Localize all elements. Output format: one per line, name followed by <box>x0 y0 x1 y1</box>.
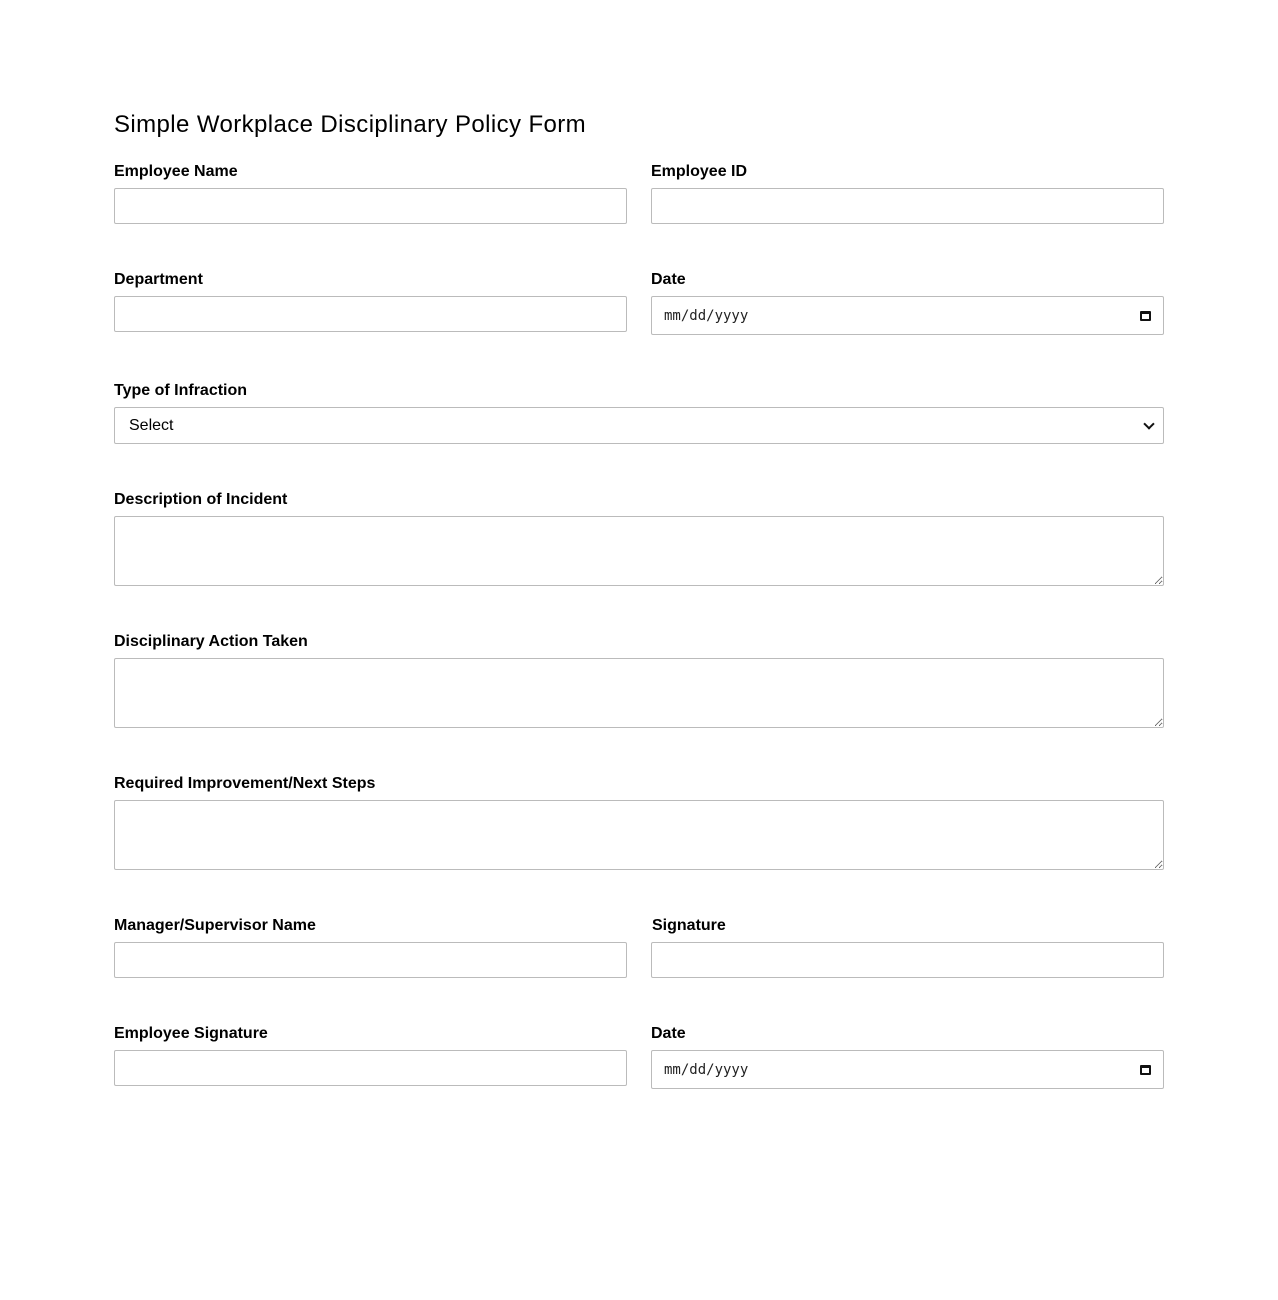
date-input[interactable] <box>651 296 1164 335</box>
signature-input[interactable] <box>651 942 1164 978</box>
improvement-textarea[interactable] <box>114 800 1164 870</box>
employee-id-input[interactable] <box>651 188 1164 224</box>
action-textarea[interactable] <box>114 658 1164 728</box>
department-label: Department <box>114 271 203 288</box>
employee-name-input[interactable] <box>114 188 627 224</box>
chevron-down-icon <box>1143 418 1154 429</box>
improvement-label: Required Improvement/Next Steps <box>114 775 376 792</box>
action-label: Disciplinary Action Taken <box>114 633 308 650</box>
description-textarea[interactable] <box>114 516 1164 586</box>
infraction-selected-value: Select <box>129 416 174 434</box>
calendar-icon[interactable] <box>1140 311 1151 321</box>
page-title: Simple Workplace Disciplinary Policy Form <box>114 111 587 138</box>
employee-name-label: Employee Name <box>114 163 238 180</box>
manager-input[interactable] <box>114 942 627 978</box>
signature-label: Signature <box>652 917 726 934</box>
date2-input[interactable] <box>651 1050 1164 1089</box>
description-label: Description of Incident <box>114 491 288 508</box>
date2-placeholder: mm/dd/yyyy <box>664 1061 749 1078</box>
infraction-select[interactable] <box>114 407 1164 444</box>
employee-signature-input[interactable] <box>114 1050 627 1086</box>
employee-id-label: Employee ID <box>651 163 748 180</box>
department-input[interactable] <box>114 296 627 332</box>
infraction-label: Type of Infraction <box>114 382 248 399</box>
employee-signature-label: Employee Signature <box>114 1025 268 1042</box>
date2-label: Date <box>651 1025 686 1042</box>
calendar-icon[interactable] <box>1140 1065 1151 1075</box>
manager-label: Manager/Supervisor Name <box>114 917 316 934</box>
date-placeholder: mm/dd/yyyy <box>664 307 749 324</box>
date-label: Date <box>651 271 686 288</box>
